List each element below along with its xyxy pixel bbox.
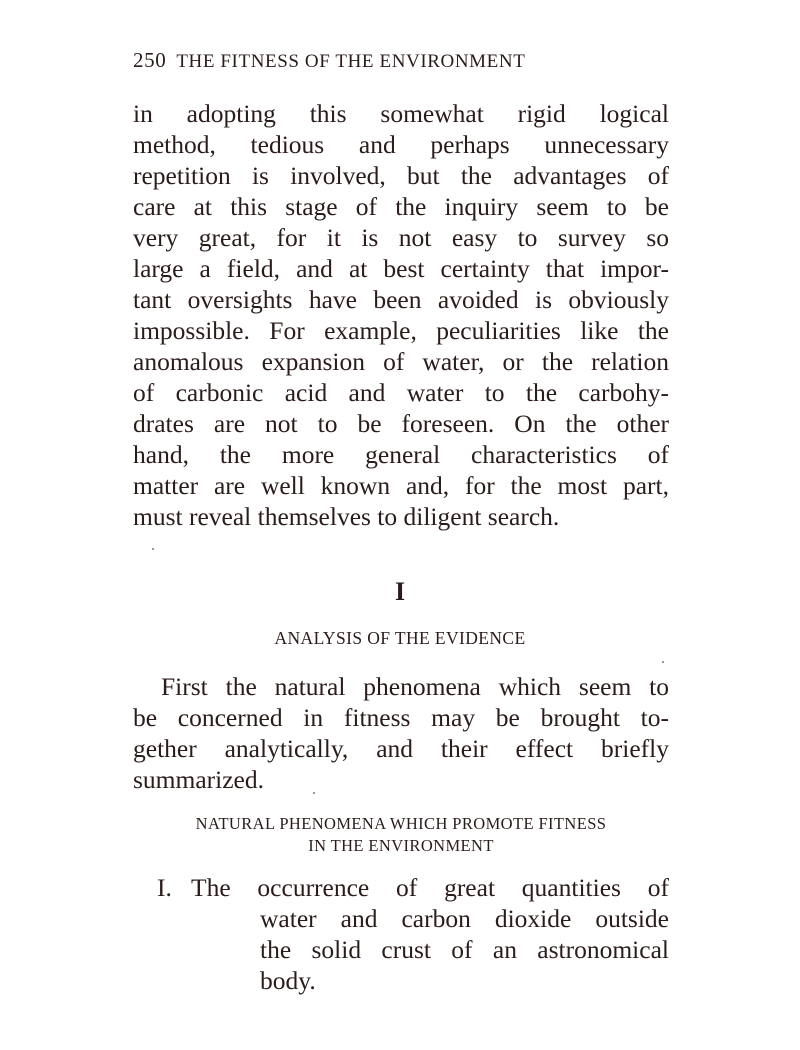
paragraph-1-line: of carbonic acid and water to the carbohy- (133, 378, 669, 407)
list-marker: I. (157, 873, 172, 902)
subheading (133, 813, 669, 857)
paragraph-1-line: large a field, and at best certainty that impor- (133, 254, 669, 283)
paragraph-1-line: tant oversights have been avoided is obviously (133, 285, 669, 314)
paragraph-1-line: impossible. For example, peculiarities like the (133, 316, 669, 345)
subheading-line-1: NATURAL PHENOMENA WHICH PROMOTE FITNESS (195, 814, 607, 833)
paper-speck (313, 792, 315, 794)
list-item-line: the solid crust of an astronomical (260, 935, 669, 964)
paragraph-1-line: must reveal themselves to diligent search. (133, 502, 560, 531)
running-head (133, 48, 673, 73)
paragraph-1-line: very great, for it is not easy to survey so (133, 223, 669, 252)
paragraph-1-line: anomalous expansion of water, or the relation (133, 347, 669, 376)
section-number: I (394, 577, 406, 606)
page-number: 250 (133, 48, 167, 72)
paragraph-1-line: care at this stage of the inquiry seem to be (133, 192, 669, 221)
paragraph-1-line: matter are well known and, for the most part, (133, 471, 669, 500)
section-title: ANALYSIS OF THE EVIDENCE (274, 628, 526, 648)
paragraph-2 (133, 671, 669, 795)
list-item-line: body. (260, 966, 316, 995)
paragraph-2-line: gether analytically, and their effect briefly (133, 734, 669, 763)
paragraph-1-line: repetition is involved, but the advantages of (133, 161, 669, 190)
running-head-title: THE FITNESS OF THE ENVIRONMENT (176, 51, 526, 72)
paragraph-2-line: summarized. (133, 765, 264, 794)
paragraph-1 (133, 98, 669, 532)
paragraph-1-line: method, tedious and perhaps unnecessary (133, 130, 669, 159)
paper-speck (152, 548, 154, 550)
list-item-line: water and carbon dioxide outside (260, 904, 669, 933)
paper-speck (662, 661, 664, 663)
paragraph-1-line: drates are not to be foreseen. On the other (133, 409, 669, 438)
paragraph-2-line: be concerned in fitness may be brought to- (133, 703, 669, 732)
paragraph-2-line: First the natural phenomena which seem to (161, 672, 669, 701)
paragraph-1-line: in adopting this somewhat rigid logical (133, 99, 669, 128)
list-item-first-line: The occurrence of great quantities of (191, 873, 669, 902)
paragraph-1-line: hand, the more general characteristics of (133, 440, 669, 469)
subheading-line-2: IN THE ENVIRONMENT (308, 836, 494, 855)
